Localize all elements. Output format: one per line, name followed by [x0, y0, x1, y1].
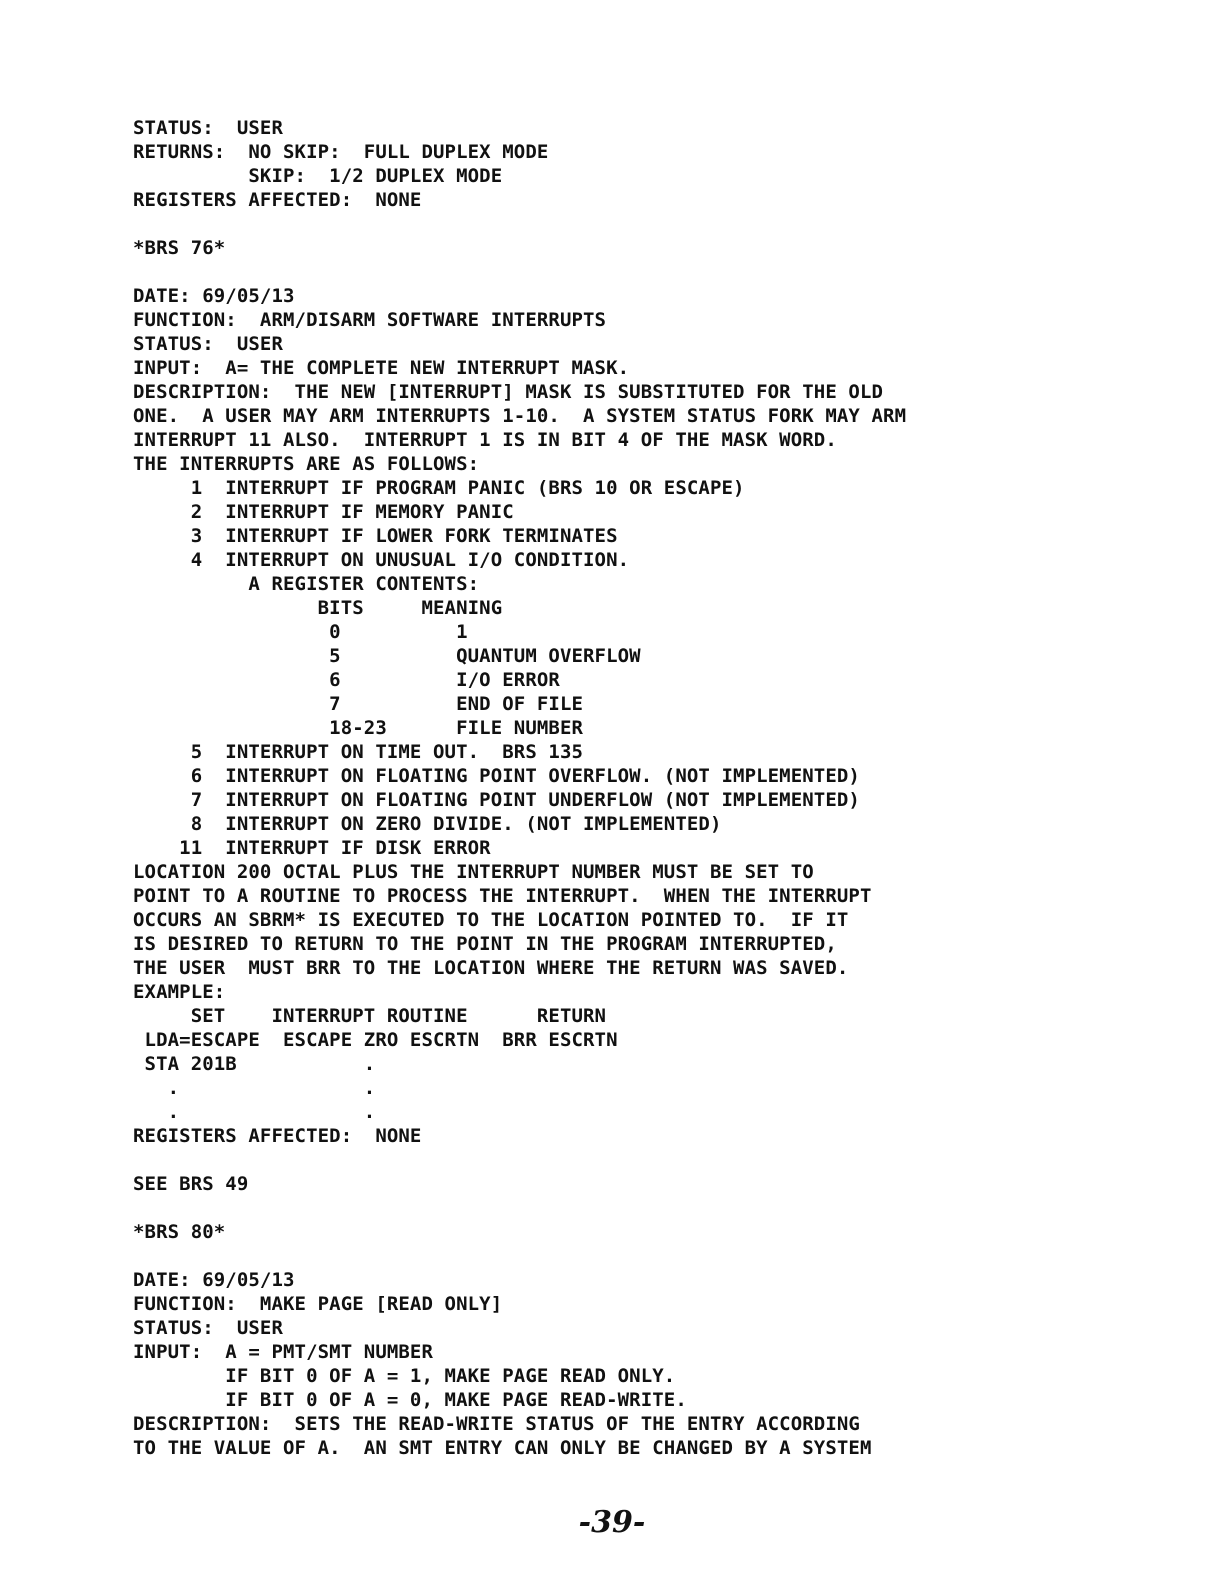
text-line: 8 INTERRUPT ON ZERO DIVIDE. (NOT IMPLEMENTED)	[133, 813, 722, 835]
text-line: 3 INTERRUPT IF LOWER FORK TERMINATES	[133, 525, 618, 547]
text-line: THE USER MUST BRR TO THE LOCATION WHERE THE RETURN WAS SAVED.	[133, 957, 849, 979]
text-line: STATUS: USER	[133, 117, 284, 139]
text-line: LDA=ESCAPE ESCAPE ZRO ESCRTN BRR ESCRTN	[133, 1029, 618, 1051]
text-line: INTERRUPT 11 ALSO. INTERRUPT 1 IS IN BIT 4 OF THE MASK WORD.	[133, 429, 837, 451]
page-number: -39-	[578, 1505, 646, 1540]
text-line: POINT TO A ROUTINE TO PROCESS THE INTERRUPT. WHEN THE INTERRUPT	[133, 885, 872, 907]
text-line: DESCRIPTION: SETS THE READ-WRITE STATUS OF THE ENTRY ACCORDING	[133, 1413, 860, 1435]
text-line: BITS MEANING	[133, 597, 503, 619]
text-line: TO THE VALUE OF A. AN SMT ENTRY CAN ONLY BE CHANGED BY A SYSTEM	[133, 1437, 872, 1459]
text-line: 5 QUANTUM OVERFLOW	[133, 645, 641, 667]
text-line: IS DESIRED TO RETURN TO THE POINT IN THE PROGRAM INTERRUPTED,	[133, 933, 837, 955]
text-line: SET INTERRUPT ROUTINE RETURN	[133, 1005, 607, 1027]
text-line: STATUS: USER	[133, 333, 284, 355]
text-line: REGISTERS AFFECTED: NONE	[133, 189, 422, 211]
text-line: SKIP: 1/2 DUPLEX MODE	[133, 165, 503, 187]
text-line: . .	[133, 1077, 376, 1099]
text-line: INPUT: A = PMT/SMT NUMBER	[133, 1341, 434, 1363]
text-line: RETURNS: NO SKIP: FULL DUPLEX MODE	[133, 141, 549, 163]
text-line: INPUT: A= THE COMPLETE NEW INTERRUPT MASK.	[133, 357, 630, 379]
text-line: 6 INTERRUPT ON FLOATING POINT OVERFLOW. (NOT IMPLEMENTED)	[133, 765, 860, 787]
section-heading: *BRS 80*	[133, 1221, 226, 1243]
text-line: 11 INTERRUPT IF DISK ERROR	[133, 837, 491, 859]
section-heading: *BRS 76*	[133, 237, 226, 259]
text-line: STA 201B .	[133, 1053, 376, 1075]
text-line: A REGISTER CONTENTS:	[133, 573, 480, 595]
text-line: IF BIT 0 OF A = 0, MAKE PAGE READ-WRITE.	[133, 1389, 687, 1411]
text-line: EXAMPLE:	[133, 981, 226, 1003]
text-line: ONE. A USER MAY ARM INTERRUPTS 1-10. A SYSTEM STATUS FORK MAY ARM	[133, 405, 907, 427]
text-line: 0 1	[133, 621, 468, 643]
text-line: REGISTERS AFFECTED: NONE	[133, 1125, 422, 1147]
text-line: 5 INTERRUPT ON TIME OUT. BRS 135	[133, 741, 584, 763]
text-line: 7 END OF FILE	[133, 693, 584, 715]
text-line: STATUS: USER	[133, 1317, 284, 1339]
text-line: . .	[133, 1101, 376, 1123]
text-line: FUNCTION: MAKE PAGE [READ ONLY]	[133, 1293, 503, 1315]
text-line: 4 INTERRUPT ON UNUSUAL I/O CONDITION.	[133, 549, 630, 571]
text-line: DATE: 69/05/13	[133, 1269, 295, 1291]
text-line: 1 INTERRUPT IF PROGRAM PANIC (BRS 10 OR ESCAPE)	[133, 477, 745, 499]
text-line: 6 I/O ERROR	[133, 669, 560, 691]
text-line: SEE BRS 49	[133, 1173, 249, 1195]
text-line: 2 INTERRUPT IF MEMORY PANIC	[133, 501, 514, 523]
text-line: DATE: 69/05/13	[133, 285, 295, 307]
text-line: OCCURS AN SBRM* IS EXECUTED TO THE LOCATION POINTED TO. IF IT	[133, 909, 849, 931]
text-line: LOCATION 200 OCTAL PLUS THE INTERRUPT NUMBER MUST BE SET TO	[133, 861, 814, 883]
text-line: IF BIT 0 OF A = 1, MAKE PAGE READ ONLY.	[133, 1365, 676, 1387]
text-line: THE INTERRUPTS ARE AS FOLLOWS:	[133, 453, 480, 475]
text-line: DESCRIPTION: THE NEW [INTERRUPT] MASK IS SUBSTITUTED FOR THE OLD	[133, 381, 884, 403]
text-line: FUNCTION: ARM/DISARM SOFTWARE INTERRUPTS	[133, 309, 607, 331]
text-line: 7 INTERRUPT ON FLOATING POINT UNDERFLOW (NOT IMPLEMENTED)	[133, 789, 860, 811]
text-line: 18-23 FILE NUMBER	[133, 717, 584, 739]
